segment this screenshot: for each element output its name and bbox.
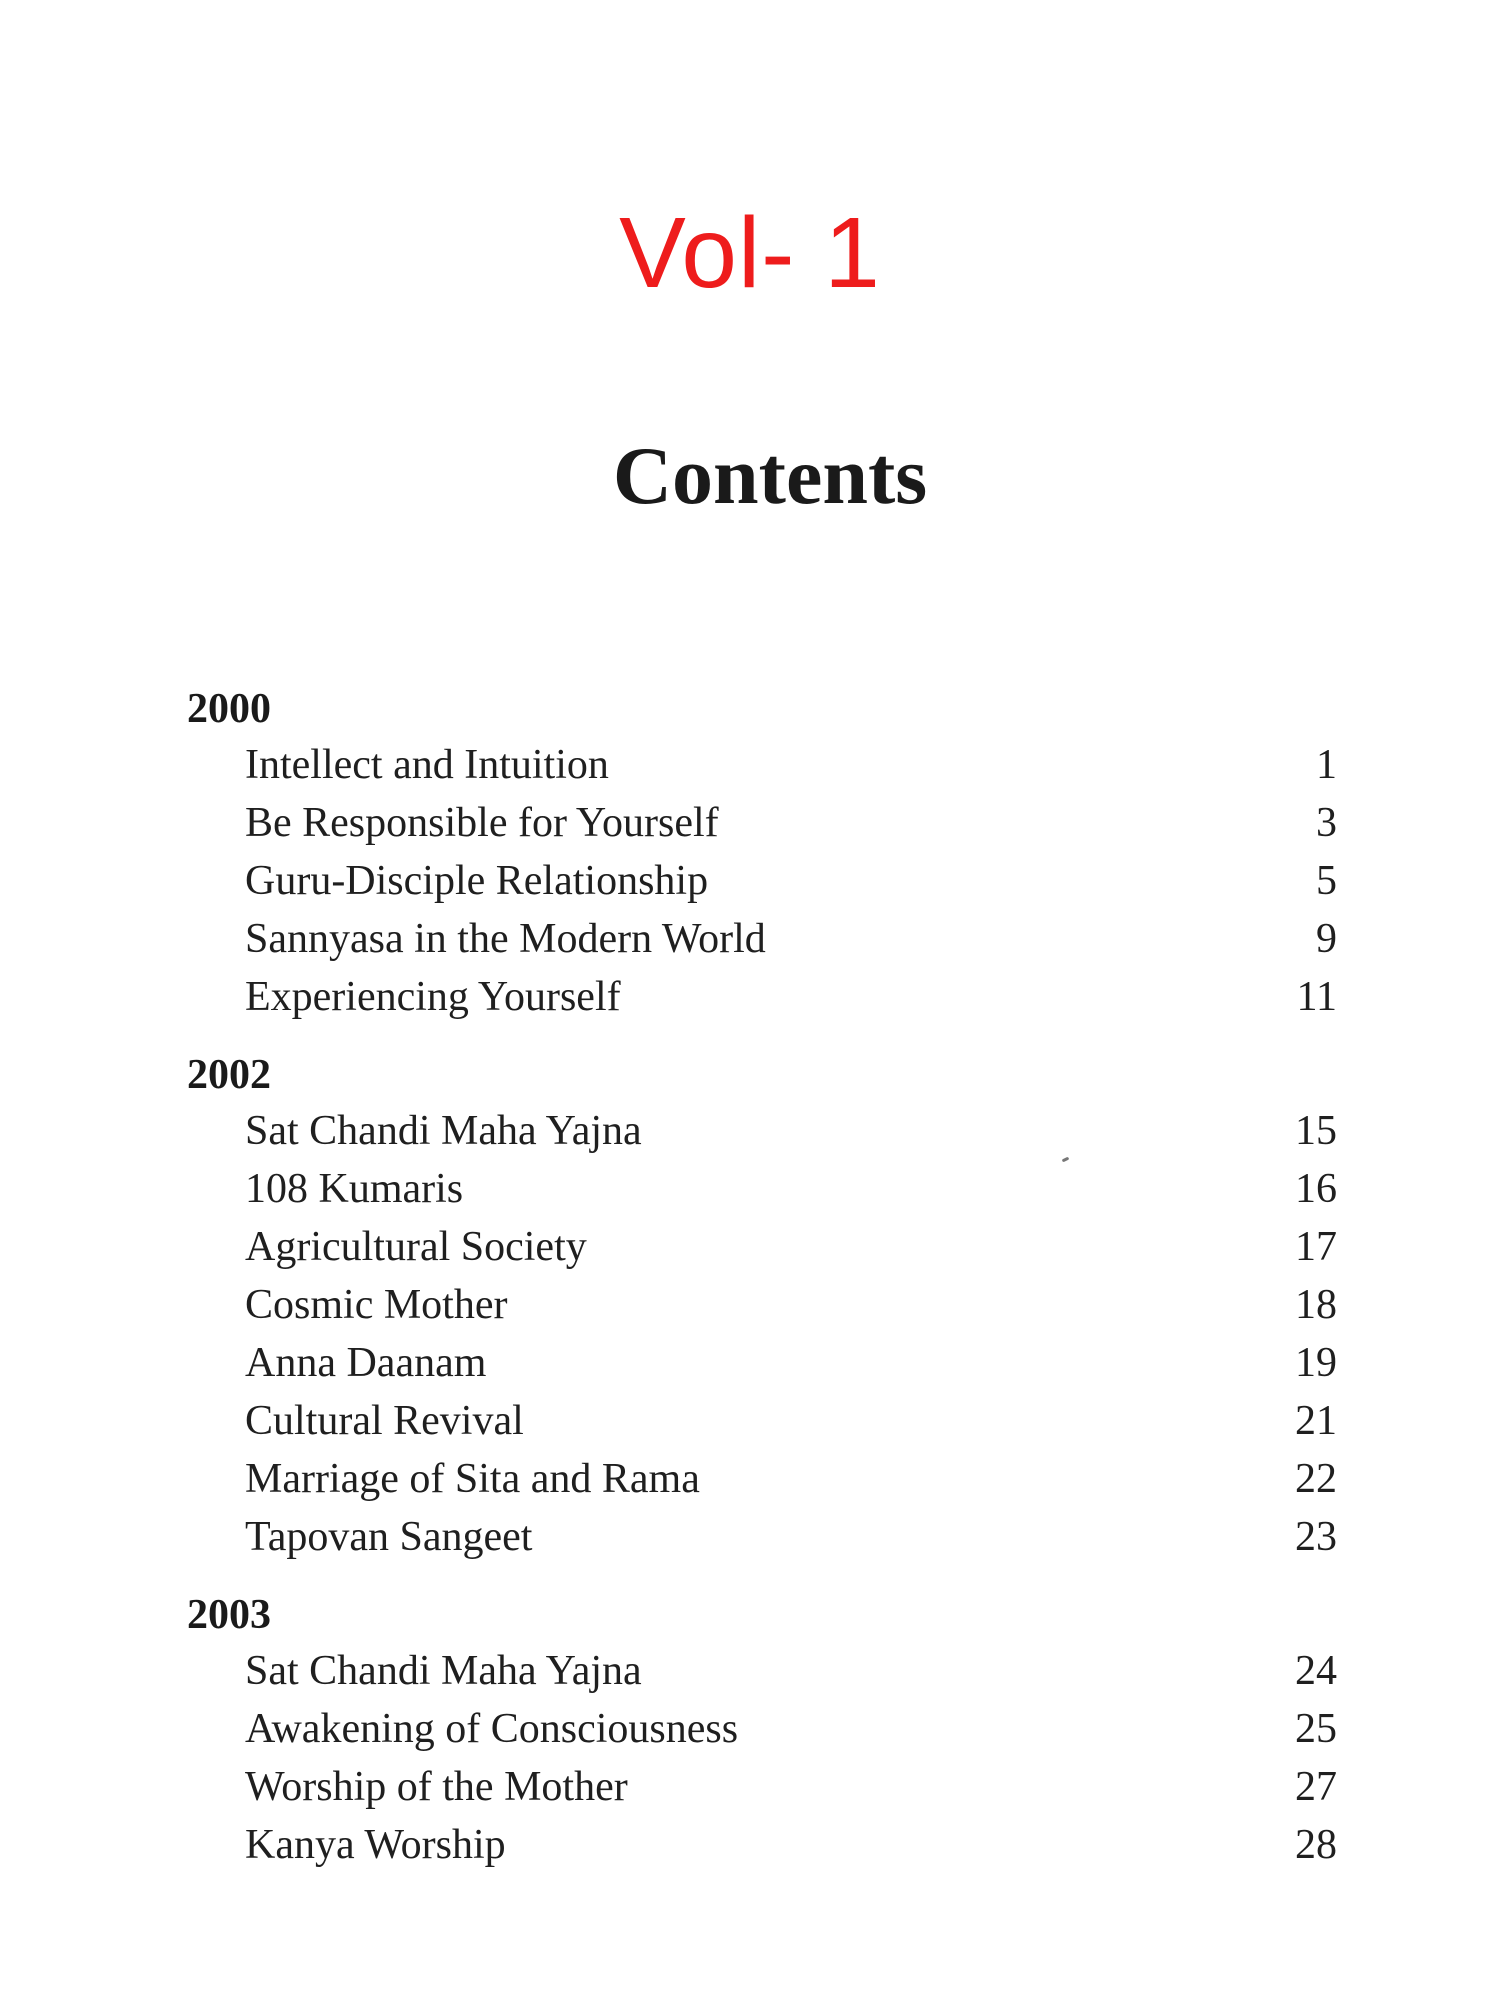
entry-title: Experiencing Yourself xyxy=(245,974,621,1020)
year-heading: 2002 xyxy=(187,1052,271,1098)
entry-title: Guru-Disciple Relationship xyxy=(245,858,709,904)
toc-entry xyxy=(187,1758,1337,1816)
entry-page-number: 24 xyxy=(1295,1648,1337,1694)
toc-entry xyxy=(187,1642,1337,1700)
toc-entry xyxy=(187,1102,1337,1160)
entry-page-number: 19 xyxy=(1295,1340,1337,1386)
entry-title: Marriage of Sita and Rama xyxy=(245,1456,700,1502)
toc-entry xyxy=(187,1700,1337,1758)
entry-page-number: 21 xyxy=(1295,1398,1337,1444)
toc-entry xyxy=(187,1816,1337,1874)
entry-title: Worship of the Mother xyxy=(245,1764,628,1810)
volume-label: Vol- 1 xyxy=(619,197,881,309)
entry-page-number: 1 xyxy=(1316,742,1337,788)
entry-title: Agricultural Society xyxy=(245,1224,587,1270)
table-of-contents xyxy=(187,682,1337,1896)
entry-page-number: 28 xyxy=(1295,1822,1337,1868)
entry-title: 108 Kumaris xyxy=(245,1166,464,1212)
toc-section-2000 xyxy=(187,682,1337,1026)
entry-title: Sannyasa in the Modern World xyxy=(245,916,766,962)
toc-section-2002 xyxy=(187,1048,1337,1566)
toc-entry xyxy=(187,1218,1337,1276)
toc-entry xyxy=(187,968,1337,1026)
entry-title: Cosmic Mother xyxy=(245,1282,508,1328)
toc-entry xyxy=(187,736,1337,794)
entry-title: Cultural Revival xyxy=(245,1398,524,1444)
entry-title: Intellect and Intuition xyxy=(245,742,609,788)
toc-entry xyxy=(187,1392,1337,1450)
toc-entry xyxy=(187,1276,1337,1334)
toc-entry xyxy=(187,1450,1337,1508)
entry-title: Sat Chandi Maha Yajna xyxy=(245,1648,642,1694)
year-heading: 2003 xyxy=(187,1592,271,1638)
entry-title: Anna Daanam xyxy=(245,1340,487,1386)
entry-page-number: 5 xyxy=(1316,858,1337,904)
page-title: Contents xyxy=(612,430,928,521)
entry-title: Sat Chandi Maha Yajna xyxy=(245,1108,642,1154)
toc-entry xyxy=(187,1508,1337,1566)
toc-entry xyxy=(187,1160,1337,1218)
entry-page-number: 18 xyxy=(1295,1282,1337,1328)
entry-title: Awakening of Consciousness xyxy=(245,1706,739,1752)
entry-page-number: 15 xyxy=(1295,1108,1337,1154)
entry-page-number: 17 xyxy=(1295,1224,1337,1270)
entry-page-number: 3 xyxy=(1316,800,1337,846)
entry-page-number: 9 xyxy=(1316,916,1337,962)
entry-page-number: 25 xyxy=(1295,1706,1337,1752)
entry-page-number: 27 xyxy=(1295,1764,1337,1810)
entry-page-number: 22 xyxy=(1295,1456,1337,1502)
entry-page-number: 23 xyxy=(1295,1514,1337,1560)
entry-title: Tapovan Sangeet xyxy=(245,1514,533,1560)
entry-title: Be Responsible for Yourself xyxy=(245,800,719,846)
entry-page-number: 16 xyxy=(1295,1166,1337,1212)
toc-entry xyxy=(187,852,1337,910)
toc-entry xyxy=(187,910,1337,968)
year-heading: 2000 xyxy=(187,686,271,732)
entry-page-number: 11 xyxy=(1296,974,1337,1020)
toc-entry xyxy=(187,794,1337,852)
entry-title: Kanya Worship xyxy=(245,1822,506,1868)
toc-section-2003 xyxy=(187,1588,1337,1874)
toc-entry xyxy=(187,1334,1337,1392)
